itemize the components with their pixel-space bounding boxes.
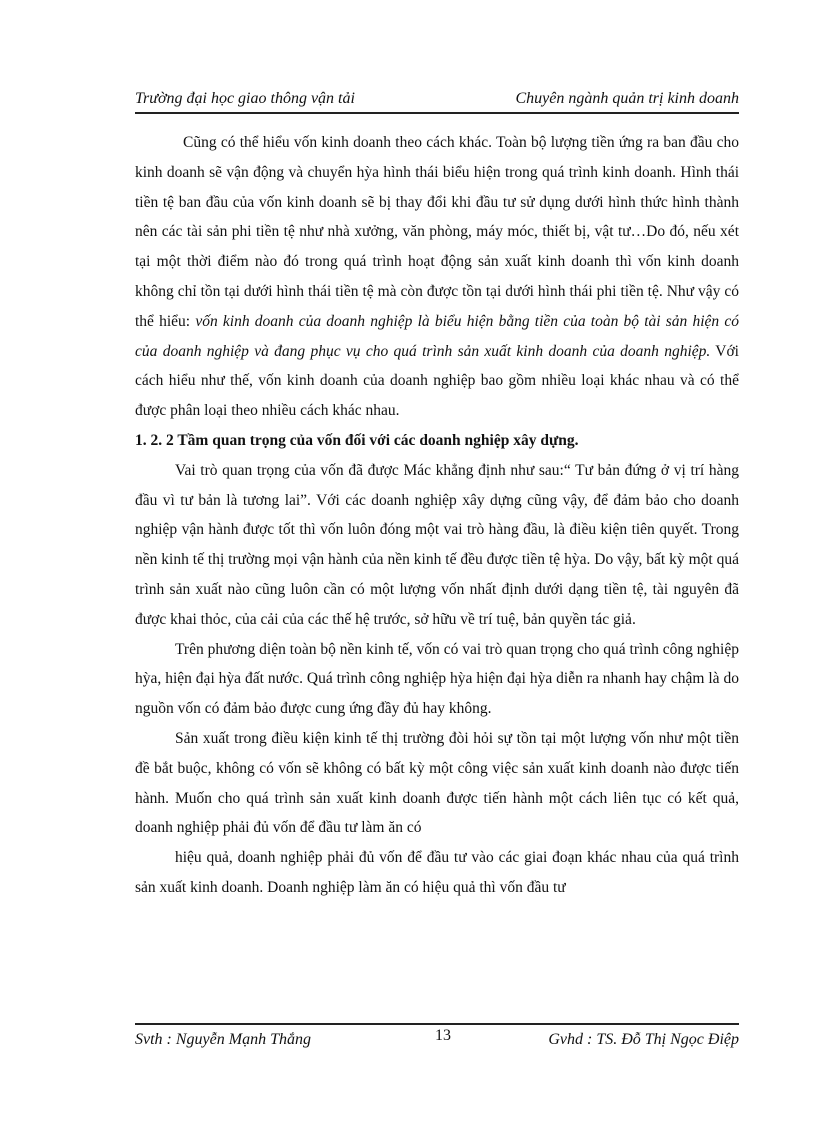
definition-italic: vốn kinh doanh của doanh nghiệp là biểu hiện bằng tiền của toàn bộ tài sản hiện có của doanh nghiệp và đang phục vụ cho quá trình sản xuất kinh doanh của doanh nghiệp. xyxy=(135,312,739,360)
paragraph-effectiveness: hiệu quả, doanh nghiệp phải đủ vốn để đầu tư vào các giai đoạn khác nhau của quá trình sản xuất kinh doanh. Doanh nghiệp làm ăn có hiệu quả thì vốn đầu tư xyxy=(135,849,739,896)
page-footer xyxy=(135,1023,739,1055)
footer-supervisor: Gvhd : TS. Đỗ Thị Ngọc Điệp xyxy=(548,1031,739,1048)
document-body xyxy=(135,128,739,903)
paragraph-national-economy: Trên phương diện toàn bộ nền kinh tế, vốn có vai trò quan trọng cho quá trình công nghiệp hỳa, hiện đại hỳa đất nước. Quá trình công nghiệp hỳa hiện đại hỳa diễn ra nhanh hay chậm là do nguồn vốn có đảm bảo được cung ứng đầy đủ hay không. xyxy=(135,640,739,718)
paragraph-intro-text: Cũng có thể hiểu vốn kinh doanh theo cách khác. Toàn bộ lượng tiền ứng ra ban đầu cho kinh doanh sẽ vận động và chuyển hỳa hình thái biểu hiện trong quá trình kinh doanh. Hình thái tiền tệ ban đầu của vốn kinh doanh sẽ bị thay đổi khi đầu tư sử dụng dưới hình thức hình thành nên các tài sản phi tiền tệ như nhà xưởng, văn phòng, máy móc, thiết bị, vật tư…Do đó, nếu xét tại một thời điểm nào đó trong quá trình hoạt động sản xuất kinh doanh thì vốn kinh doanh không chỉ tồn tại dưới hình thái tiền tệ mà còn được tồn tại dưới hình thái phi tiền tệ. Như vậy có thể hiểu: xyxy=(135,134,739,330)
footer-student: Svth : Nguyễn Mạnh Thắng xyxy=(135,1031,311,1048)
paragraph-market-conditions: Sản xuất trong điều kiện kinh tế thị trường đòi hỏi sự tồn tại một lượng vốn như một tiền đề bắt buộc, không có vốn sẽ không có bất kỳ một công việc sản xuất kinh doanh nào được tiến hành. Muốn cho quá trình sản xuất kinh doanh được tiến hành một cách liên tục có kết quả, doanh nghiệp phải đủ vốn để đầu tư làm ăn có xyxy=(135,729,739,837)
section-heading: 1. 2. 2 Tầm quan trọng của vốn đối với các doanh nghiệp xây dựng. xyxy=(135,431,579,449)
paragraph-role-of-capital: Vai trò quan trọng của vốn đã được Mác khẳng định như sau:“ Tư bản đứng ở vị trí hàng đầu vì tư bản là tương lai”. Với các doanh nghiệp xây dựng cũng vậy, để đảm bảo cho doanh nghiệp vận hành được tốt thì vốn luôn đóng một vai trò hàng đầu, là điều kiện tiên quyết. Trong nền kinh tế thị trường mọi vận hành của nền kinh tế đều được tiền tệ hỳa. Do vậy, bất kỳ một quá trình sản xuất nào cũng luôn cần có một lượng vốn nhất định dưới dạng tiền tệ, tài nguyên đã được khai thỏc, của cải của các thế hệ trước, sở hữu về trí tuệ, bản quyền tác giả. xyxy=(135,461,739,628)
page-header xyxy=(135,88,739,114)
page-number: 13 xyxy=(435,1027,451,1044)
paragraph-conclusion-text: Với cách hiểu như thế, vốn kinh doanh của doanh nghiệp bao gồm nhiều loại khác nhau và có thể được phân loại theo nhiều cách khác nhau. xyxy=(135,342,739,420)
header-major: Chuyên ngành quản trị kinh doanh xyxy=(515,90,739,107)
paragraph-capital-definition xyxy=(135,128,739,426)
header-university: Trường đại học giao thông vận tải xyxy=(135,90,355,107)
